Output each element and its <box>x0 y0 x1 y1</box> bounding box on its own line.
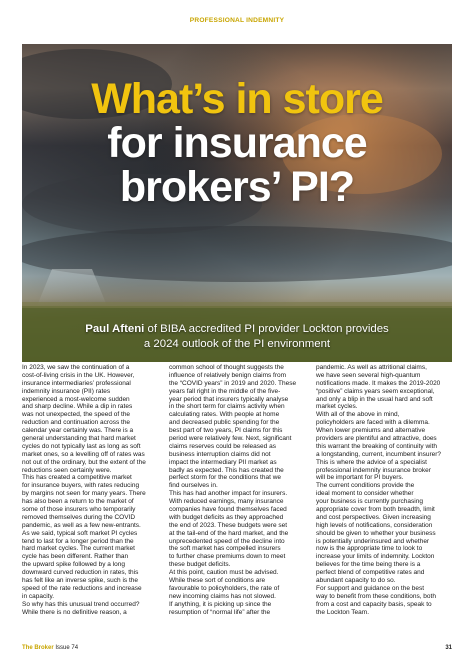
text-line: With all of the above in mind, <box>316 411 400 419</box>
standfirst-line-2: a 2024 outlook of the PI environment <box>143 338 331 350</box>
text-line: a longstanding, current, incumbent insurer? <box>316 450 442 458</box>
text-line: abundant capacity to do so. <box>316 577 396 585</box>
text-line: cycles do not typically last as long as soft <box>22 442 141 450</box>
author-name: Paul Afteni <box>85 323 145 335</box>
text-line: policyholders are faced with a dilemma. <box>316 419 430 427</box>
text-line: by margins not seen for many years. There <box>22 490 146 498</box>
text-line: cycle has been different. Rather than <box>22 553 129 561</box>
text-line: believes for the time being there is a <box>316 561 421 569</box>
text-line: While there is no definitive reason, a <box>22 608 127 616</box>
text-line: market cycles. <box>316 403 358 411</box>
text-line: With reduced earnings, many insurance <box>169 498 284 506</box>
text-line: companies have found themselves faced <box>169 506 287 514</box>
text-line: year period that insurers typically analyse <box>169 395 289 403</box>
issue-number: Issue 74 <box>53 645 79 651</box>
text-line: appropriate cover from both breadth, limit <box>316 506 435 514</box>
text-line: the soft market has compelled insurers <box>169 545 281 553</box>
text-line: will be important for PI buyers. <box>316 474 404 482</box>
standfirst-line-1 <box>22 322 452 336</box>
text-line: these budget deficits. <box>169 561 231 569</box>
text-line: new incoming claims has not slowed. <box>169 592 276 600</box>
text-line: calculating rates. With people at home <box>169 411 280 419</box>
headline-line-2: for insurance <box>107 119 367 167</box>
article-column-1 <box>22 364 158 617</box>
text-line: For support and guidance on the best <box>316 584 425 592</box>
text-line: influence of relatively benign claims from <box>169 371 287 379</box>
text-line: has felt like an inverse spike, such is the <box>22 577 138 585</box>
text-line: business interruption claims did not <box>169 450 271 458</box>
text-line: should be given to whether your business <box>316 529 436 537</box>
text-line: increase your limits of indemnity. Lockton <box>316 553 435 561</box>
standfirst-text: of BIBA accredited PI provider Lockton provides <box>144 323 389 335</box>
text-line: for insurance buyers, with rates reducing <box>22 482 140 490</box>
text-line: professional indemnity insurance broker <box>316 466 431 474</box>
text-line: In 2023, we saw the continuation of a <box>22 364 130 371</box>
text-line: reductions seen certainly were. <box>22 466 112 474</box>
text-line: badly as expected. This has created the <box>169 466 284 474</box>
text-line: calendar year certainly was. There is a <box>22 427 134 435</box>
text-line: At this point, caution must be advised. <box>169 569 279 577</box>
text-line: So why has this unusual trend occurred? <box>22 600 140 608</box>
text-line: has also been a return to the market of <box>22 498 134 506</box>
text-line: speed of the rate reductions and increase <box>22 584 142 592</box>
text-line: providers are plentiful and attractive, does <box>316 435 437 443</box>
text-line: the Lockton Team. <box>316 608 369 616</box>
text-line: This has created a competitive market <box>22 474 132 482</box>
text-line: some of those insurers who temporarily <box>22 506 136 514</box>
text-line: in capacity. <box>22 592 55 600</box>
text-line: This has had another impact for insurers. <box>169 490 288 498</box>
text-line: removed themselves during the COVID <box>22 513 136 521</box>
text-line: downward curved reduction in rates, this <box>22 569 139 577</box>
text-line: not out of the ordinary, but the extent of the <box>22 458 146 466</box>
text-line: this warrant the breaking of continuity with <box>316 442 438 450</box>
article-column-3 <box>316 364 452 617</box>
text-line: As we said, typical soft market PI cycles <box>22 529 138 537</box>
text-line: at the tail-end of the hard market, and the <box>169 529 289 537</box>
article-body <box>22 364 452 644</box>
text-line: your business is currently purchasing <box>316 498 423 506</box>
text-line: pandemic, as well as a few new-entrants. <box>22 521 141 529</box>
text-line: we have seen several high-quantum <box>316 371 421 379</box>
text-line: high levels of notifications, consideration <box>316 521 433 529</box>
text-line: If anything, it is picking up since the <box>169 600 272 608</box>
text-line: “positive” claims years seem exceptional, <box>316 387 435 395</box>
text-line: unprecedented speed of the decline into <box>169 537 285 545</box>
text-line: to further chase premiums down to meet <box>169 553 286 561</box>
text-line: common school of thought suggests the <box>169 364 284 371</box>
text-line: indemnity insurance (PII) rates <box>22 387 111 395</box>
text-line: reduction and continuation across the <box>22 419 131 427</box>
text-line: impact the intermediary PII market as <box>169 458 277 466</box>
text-line: with budget deficits as they approached <box>169 513 284 521</box>
text-line: market ones, so a levelling off of rates was <box>22 450 145 458</box>
text-line: in the short term for claims activity when <box>169 403 285 411</box>
text-line: way to benefit from these conditions, both <box>316 592 436 600</box>
text-line: notifications made. It makes the 2019-2020 <box>316 379 441 387</box>
text-line: claims reserves could be released as <box>169 442 276 450</box>
text-line: pandemic. As well as attritional claims, <box>316 364 427 371</box>
text-line: The current conditions provide the <box>316 482 415 490</box>
text-line: experienced a most-welcome sudden <box>22 395 130 403</box>
text-line: find ourselves in. <box>169 482 218 490</box>
text-line: period were relatively few. Next, significant <box>169 435 292 443</box>
text-line: tend to last for a longer period than the <box>22 537 134 545</box>
text-line: from a cost and capacity basis, speak to <box>316 600 432 608</box>
text-line: best part of two years, PI claims for this <box>169 427 283 435</box>
text-line: was not unexpected, the speed of the <box>22 411 131 419</box>
text-line: favourable to policyholders, the rate of <box>169 584 280 592</box>
text-line: hard market cycles. The current market <box>22 545 135 553</box>
footer-publication <box>22 645 78 651</box>
text-line: perfect storm for the conditions that we <box>169 474 281 482</box>
headline-line-3: brokers’ PI? <box>119 163 355 211</box>
text-line: is potentially underinsured and whether <box>316 537 430 545</box>
text-line: now is the appropriate time to look to <box>316 545 423 553</box>
text-line: the upward spike followed by a long <box>22 561 125 569</box>
publication-name: The Broker <box>22 645 54 651</box>
text-line: This is where the advice of a specialist <box>316 458 427 466</box>
hero-image <box>22 44 452 362</box>
text-line: and sharp decline. While a dip in rates <box>22 403 133 411</box>
text-line: years fall right in the middle of the five- <box>169 387 281 395</box>
text-line: and only a blip in the usual hard and soft <box>316 395 433 403</box>
text-line: cost-of-living crisis in the UK. However, <box>22 371 135 379</box>
headline-line-1: What’s in store <box>91 75 383 123</box>
text-line: and decreased public spending for the <box>169 419 280 427</box>
text-line: perfect blend of competitive rates and <box>316 569 425 577</box>
text-line: and cost perspectives. Given increasing <box>316 513 431 521</box>
text-line: general understanding that hard market <box>22 435 136 443</box>
text-line: ideal moment to consider whether <box>316 490 414 498</box>
text-line: resumption of “normal life” after the <box>169 608 271 616</box>
text-line: When lower premiums and alternative <box>316 427 426 435</box>
text-line: the “COVID years” in 2019 and 2020. These <box>169 379 297 387</box>
section-label: PROFESSIONAL INDEMNITY <box>189 17 285 24</box>
article-column-2 <box>169 364 305 617</box>
text-line: insurance intermediaries’ professional <box>22 379 131 387</box>
text-line: While these sort of conditions are <box>169 577 266 585</box>
text-line: the end of 2023. These budgets were set <box>169 521 288 529</box>
page-number: 31 <box>445 645 452 651</box>
